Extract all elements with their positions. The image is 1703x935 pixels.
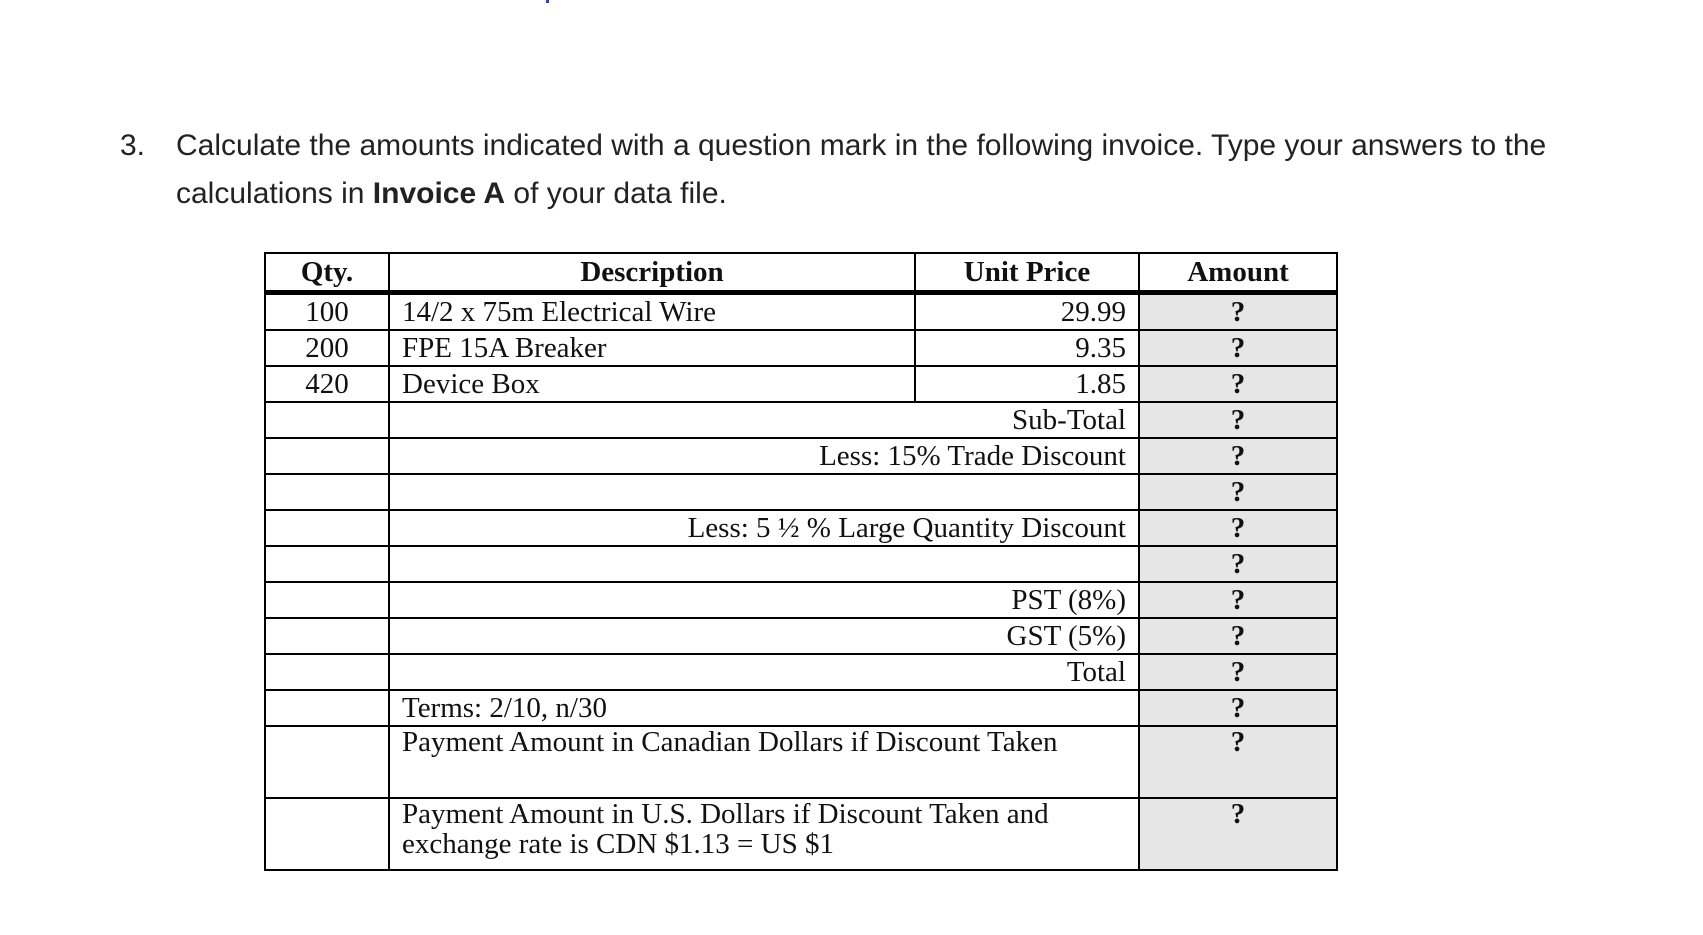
invoice-a-bold: Invoice A <box>372 177 506 210</box>
payment-cad-label: Payment Amount in Canadian Dollars if Discount Taken <box>389 726 1139 798</box>
header-row <box>265 253 1337 293</box>
item-unit-price: 1.85 <box>915 366 1139 402</box>
summary-label: PST (8%) <box>389 582 1139 618</box>
summary-label: Total <box>389 654 1139 690</box>
empty-qty-cell <box>265 690 389 726</box>
summary-label: Less: 5 ½ % Large Quantity Discount <box>389 510 1139 546</box>
summary-amount[interactable]: ? <box>1139 510 1337 546</box>
item-amount[interactable]: ? <box>1139 293 1337 331</box>
empty-qty-cell <box>265 654 389 690</box>
summary-amount[interactable]: ? <box>1139 654 1337 690</box>
payment-cad-amount[interactable]: ? <box>1139 726 1337 798</box>
item-qty: 200 <box>265 330 389 366</box>
terms-amount[interactable]: ? <box>1139 690 1337 726</box>
subtotal-row <box>265 402 1337 438</box>
empty-qty-cell <box>265 546 389 582</box>
item-qty: 420 <box>265 366 389 402</box>
item-row <box>265 366 1337 402</box>
summary-amount[interactable]: ? <box>1139 582 1337 618</box>
empty-qty-cell <box>265 582 389 618</box>
item-unit-price: 29.99 <box>915 293 1139 331</box>
summary-label <box>389 474 1139 510</box>
item-amount[interactable]: ? <box>1139 330 1337 366</box>
payment-usd-amount[interactable]: ? <box>1139 798 1337 870</box>
summary-amount[interactable]: ? <box>1139 618 1337 654</box>
question-number: 3. <box>120 129 146 162</box>
summary-label: Sub-Total <box>389 402 1139 438</box>
payment-usd-row <box>265 798 1337 870</box>
empty-qty-cell <box>265 474 389 510</box>
item-row <box>265 330 1337 366</box>
item-description: 14/2 x 75m Electrical Wire <box>389 293 915 331</box>
gst-row <box>265 618 1337 654</box>
empty-qty-cell <box>265 510 389 546</box>
item-row <box>265 293 1337 331</box>
quantity-discount-row <box>265 510 1337 546</box>
net-after-trade-row <box>265 474 1337 510</box>
terms-label: Terms: 2/10, n/30 <box>389 690 1139 726</box>
header-unit-price: Unit Price <box>915 253 1139 293</box>
summary-label <box>389 546 1139 582</box>
question-text: Calculate the amounts indicated with a question mark in the following invoice. Type your answers to the calculations in Invoice A of your data file. <box>176 129 1547 210</box>
item-description: FPE 15A Breaker <box>389 330 915 366</box>
pst-row <box>265 582 1337 618</box>
trade-discount-row <box>265 438 1337 474</box>
payment-cad-row <box>265 726 1337 798</box>
net-after-quantity-row <box>265 546 1337 582</box>
summary-amount[interactable]: ? <box>1139 474 1337 510</box>
empty-qty-cell <box>265 618 389 654</box>
empty-qty-cell <box>265 726 389 798</box>
empty-qty-cell <box>265 798 389 870</box>
summary-amount[interactable]: ? <box>1139 438 1337 474</box>
empty-qty-cell <box>265 402 389 438</box>
item-unit-price: 9.35 <box>915 330 1139 366</box>
terms-row <box>265 690 1337 726</box>
header-qty: Qty. <box>265 253 389 293</box>
payment-usd-label: Payment Amount in U.S. Dollars if Discount Taken and exchange rate is CDN $1.13 = US $1 <box>389 798 1139 870</box>
summary-amount[interactable]: ? <box>1139 546 1337 582</box>
total-row <box>265 654 1337 690</box>
empty-qty-cell <box>265 438 389 474</box>
summary-label: Less: 15% Trade Discount <box>389 438 1139 474</box>
item-qty: 100 <box>265 293 389 331</box>
blue-dot-mark <box>546 0 549 3</box>
header-amount: Amount <box>1139 253 1337 293</box>
invoice-table <box>264 252 1338 871</box>
summary-amount[interactable]: ? <box>1139 402 1337 438</box>
item-amount[interactable]: ? <box>1139 366 1337 402</box>
header-description: Description <box>389 253 915 293</box>
item-description: Device Box <box>389 366 915 402</box>
summary-label: GST (5%) <box>389 618 1139 654</box>
